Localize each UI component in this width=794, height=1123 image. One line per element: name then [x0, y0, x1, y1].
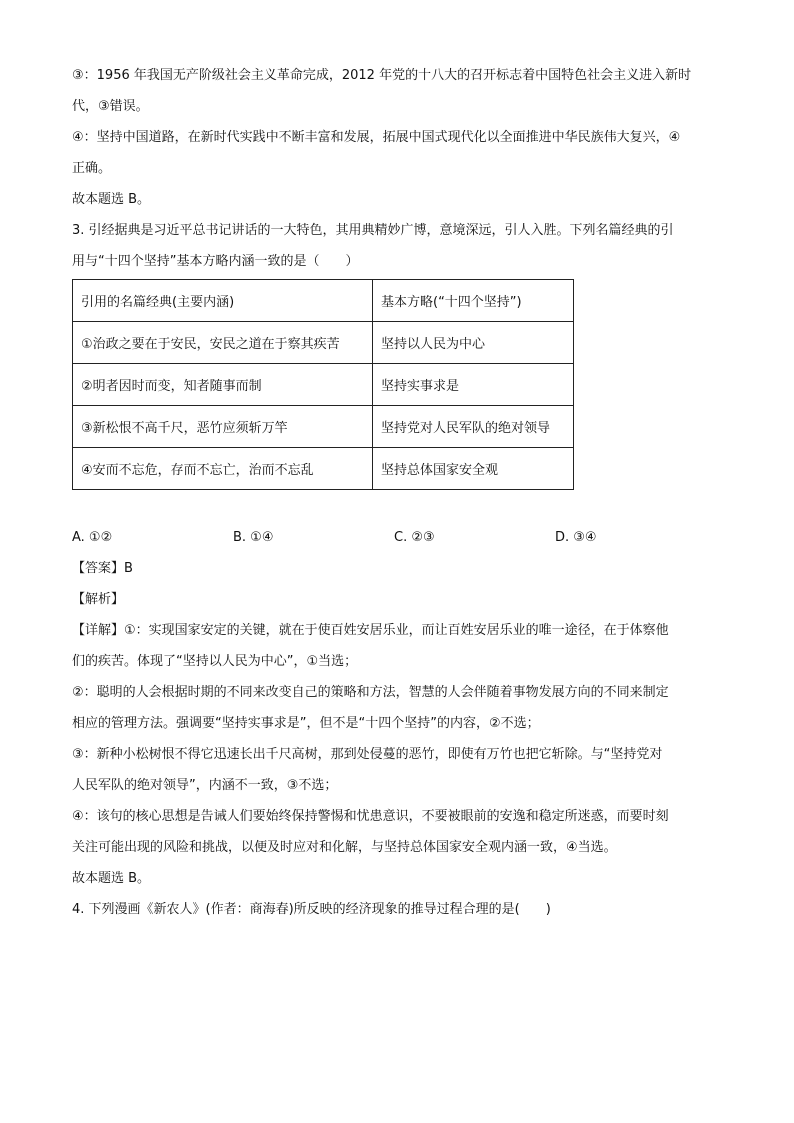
table-cell: 坚持以人民为中心: [373, 322, 574, 364]
table-cell: ③新松恨不高千尺，恶竹应须斩万竿: [73, 406, 373, 448]
table-cell: ②明者因时而变，知者随事而制: [73, 364, 373, 406]
quote-table: [72, 279, 574, 490]
text-line: 正确。: [72, 161, 112, 176]
text-line: ④：坚持中国道路，在新时代实践中不断丰富和发展，拓展中国式现代化以全面推进中华民族伟大复兴，④: [72, 130, 681, 145]
answer-options: [72, 522, 732, 553]
text-line: ③：1956 年我国无产阶级社会主义革命完成，2012 年党的十八大的召开标志着中国特色社会主义进入新时: [72, 68, 692, 83]
text-line: ③：新种小松树恨不得它迅速长出千尺高树，那到处侵蔓的恶竹，即使有万竹也把它斩除。与“坚持党对: [72, 747, 663, 762]
answer-line: 【答案】B: [72, 561, 133, 576]
text-line: 们的疾苦。体现了“坚持以人民为中心”，①当选；: [72, 654, 358, 669]
table-row: [73, 448, 574, 490]
text-line: ④：该句的核心思想是告诫人们要始终保持警惕和忧患意识，不要被眼前的安逸和稳定所迷惑，而要时刻: [72, 809, 669, 824]
question-stem: 4. 下列漫画《新农人》(作者：商海春)所反映的经济现象的推导过程合理的是( ): [72, 902, 551, 917]
text-line: ②：聪明的人会根据时期的不同来改变自己的策略和方法，智慧的人会伴随着事物发展方向的不同来制定: [72, 685, 669, 700]
question-4: [72, 894, 732, 925]
document-page: [72, 60, 732, 925]
question-stem: 用与“十四个坚持”基本方略内涵一致的是（ ）: [72, 254, 359, 269]
analysis-label: 【解析】: [72, 592, 125, 607]
text-line: 人民军队的绝对领导”，内涵不一致，③不选；: [72, 778, 338, 793]
text-line: 【详解】①：实现国家安定的关键，就在于使百姓安居乐业，而让百姓安居乐业的唯一途径，在于体察他: [72, 623, 669, 638]
table-cell: ④安而不忘危，存而不忘亡，治而不忘乱: [73, 448, 373, 490]
table-cell: ①治政之要在于安民，安民之道在于察其疾苦: [73, 322, 373, 364]
table-row: [73, 364, 574, 406]
table-cell: 坚持实事求是: [373, 364, 574, 406]
text-line: 代，③错误。: [72, 99, 149, 114]
option-b: B. ①④: [233, 530, 274, 545]
question-stem: 3. 引经据典是习近平总书记讲话的一大特色，其用典精妙广博，意境深远，引人入胜。下列名篇经典的引: [72, 223, 674, 238]
explanation: [72, 615, 732, 894]
text-line: 故本题选 B。: [72, 871, 151, 886]
option-d: D. ③④: [555, 530, 597, 545]
option-a: A. ①②: [72, 530, 113, 545]
table-cell: 坚持党对人民军队的绝对领导: [373, 406, 574, 448]
table-row: [73, 322, 574, 364]
table-cell: 坚持总体国家安全观: [373, 448, 574, 490]
table-header-cell: 基本方略(“十四个坚持”): [373, 280, 574, 322]
previous-explanation: [72, 60, 732, 215]
table-header-row: [73, 280, 574, 322]
table-header-cell: 引用的名篇经典(主要内涵): [73, 280, 373, 322]
text-line: 故本题选 B。: [72, 192, 151, 207]
text-line: 相应的管理方法。强调要“坚持实事求是”，但不是“十四个坚持”的内容，②不选；: [72, 716, 540, 731]
option-c: C. ②③: [394, 530, 435, 545]
text-line: 关注可能出现的风险和挑战，以便及时应对和化解，与坚持总体国家安全观内涵一致，④当选。: [72, 840, 617, 855]
question-3: [72, 215, 732, 894]
table-row: [73, 406, 574, 448]
